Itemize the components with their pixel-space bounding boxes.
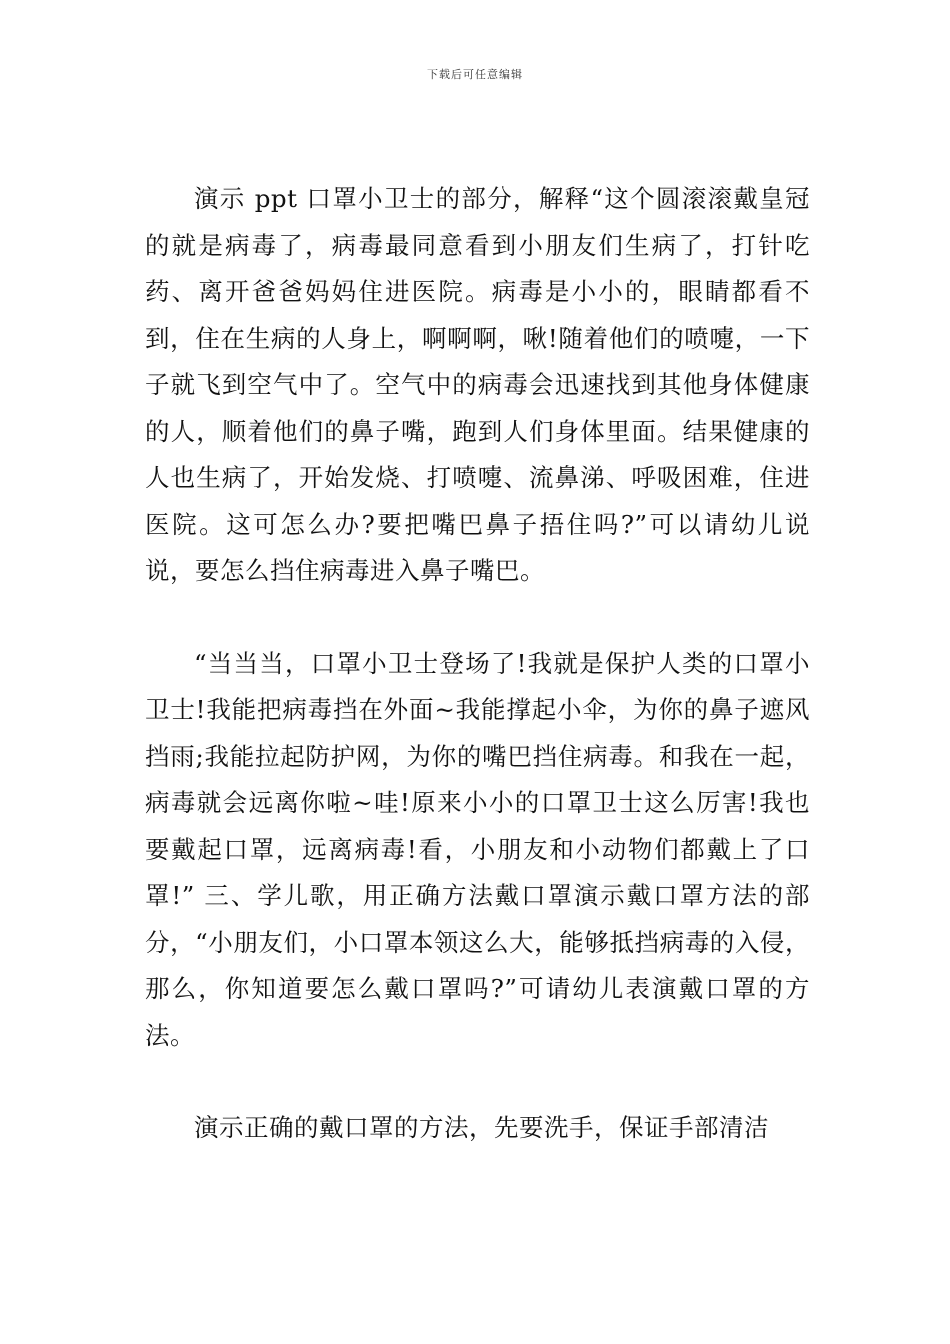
- paragraph-2: “当当当，口罩小卫士登场了!我就是保护人类的口罩小卫士!我能把病毒挡在外面~我能撑起小伞，为你的鼻子遮风挡雨;我能拉起防护网，为你的嘴巴挡住病毒。和我在一起，病毒就会远离你啦~哇!原来小小的口罩卫士这么厉害!我也要戴起口罩，远离病毒!看，小朋友和小动物们都戴上了口罩!” 三、学儿歌，用正确方法戴口罩演示戴口罩方法的部分，“小朋友们，小口罩本领这么大，能够抵挡病毒的入侵，那么，你知道要怎么戴口罩吗?”可请幼儿表演戴口罩的方法。: [145, 648, 810, 1050]
- document-body: [145, 176, 810, 1152]
- paragraph-3: 演示正确的戴口罩的方法，先要洗手，保证手部清洁: [194, 1113, 769, 1142]
- header-note: 下载后可任意编辑: [427, 68, 523, 81]
- paragraph-1: 演示 ppt 口罩小卫士的部分，解释“这个圆滚滚戴皇冠的就是病毒了，病毒最同意看到小朋友们生病了，打针吃药、离开爸爸妈妈住进医院。病毒是小小的，眼睛都看不到，住在生病的人身上，啊啊啊，啾!随着他们的喷嚏，一下子就飞到空气中了。空气中的病毒会迅速找到其他身体健康的人，顺着他们的鼻子嘴，跑到人们身体里面。结果健康的人也生病了，开始发烧、打喷嚏、流鼻涕、呼吸困难，住进医院。这可怎么办?要把嘴巴鼻子捂住吗?”可以请幼儿说说，要怎么挡住病毒进入鼻子嘴巴。: [145, 184, 810, 585]
